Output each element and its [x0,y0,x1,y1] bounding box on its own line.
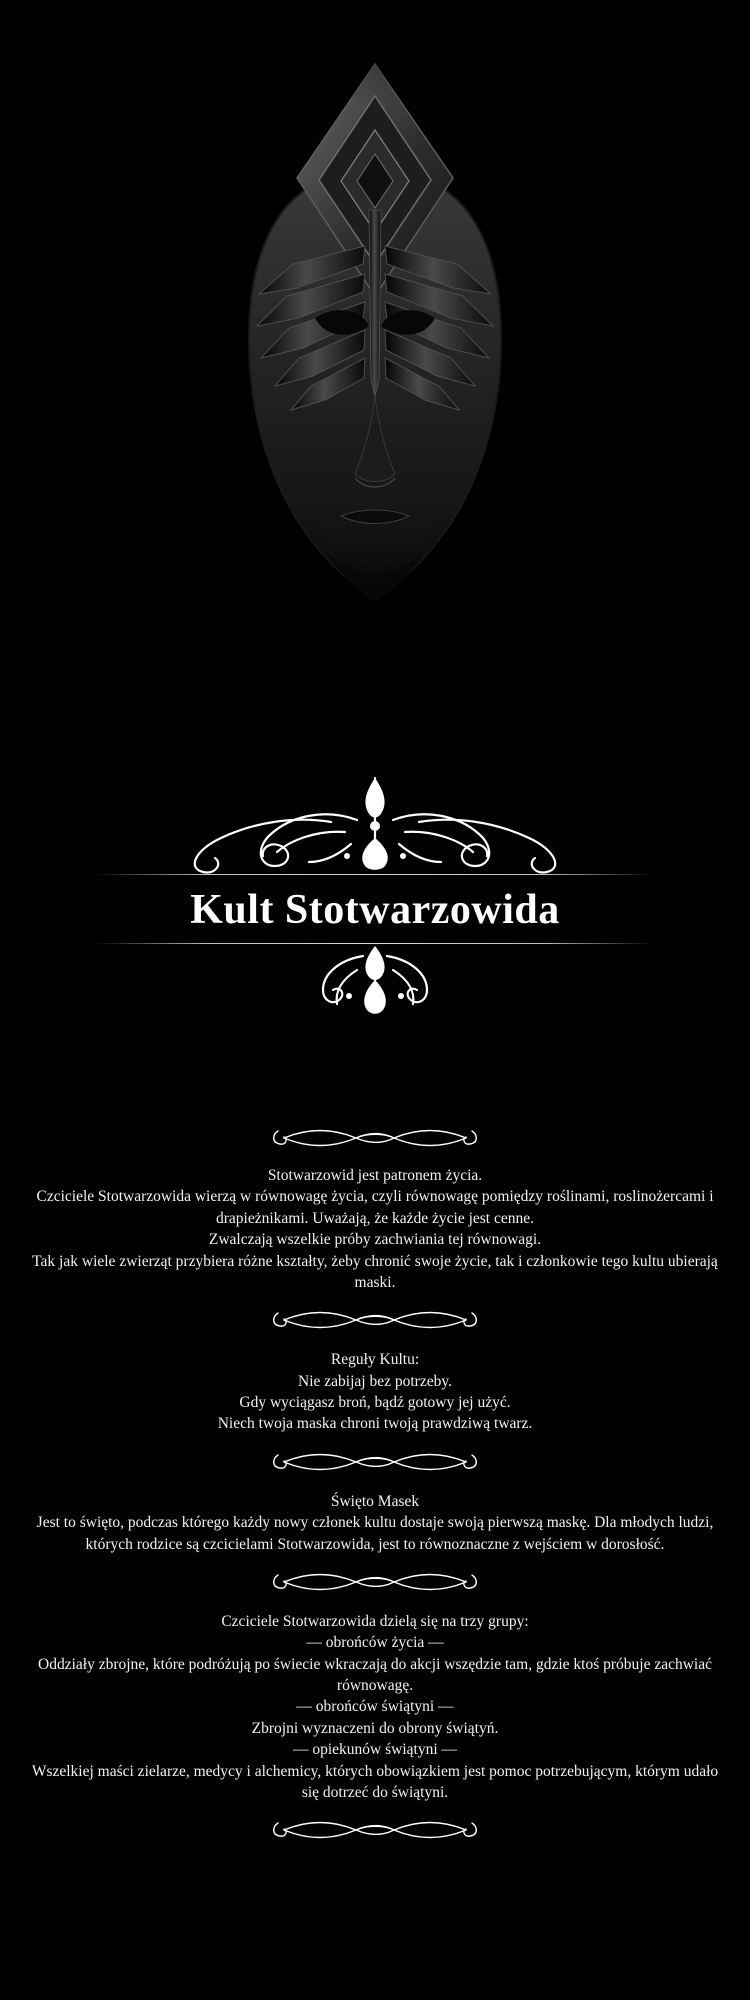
section-feast [0,1477,750,1559]
section-patron-line-0: Stotwarzowid jest patronem życia. [267,1167,483,1184]
section-feast-line-0: Święto Masek [330,1492,420,1510]
ornamental-flourish-top [95,760,655,880]
section-rules-line-1: Nie zabijaj bez potrzeby. [298,1372,452,1390]
section-rules-line-0: Reguły Kultu: [330,1351,420,1369]
section-rules-line-3: Niech twoja maska chroni twoją prawdziwą twarz. [217,1415,533,1433]
section-groups-line-1: — obrońców życia — [306,1634,444,1652]
page-title: Kult Stotwarzowida [190,887,560,933]
ornamental-divider [270,1449,480,1475]
document-body [0,1125,750,1845]
title-rule-bottom [95,943,655,944]
title-rules [0,874,750,944]
section-rules-line-2: Gdy wyciągasz broń, bądź gotowy jej użyć. [239,1394,511,1411]
section-groups-line-6: Wszelkiej maści zielarze, medycy i alchemicy, których obowiązkiem jest pomoc potrzebującym, którym udało się dotrzeć do świątyni. [31,1762,719,1801]
section-rules [0,1335,750,1439]
title-block [0,760,750,1016]
ornamental-divider [270,1307,480,1333]
section-groups-line-5: — opiekunów świątyni — [292,1741,458,1759]
section-patron-line-2: Zwalczają wszelkie próby zachwiania tej równowagi. [208,1231,542,1249]
section-feast-line-1: Jest to święto, podczas którego każdy nowy członek kultu dostaje swoją pierwszą maskę. Dla młodych ludzi, których rodzice są czcicielami Stotwarzowida, jest to równoznaczne z wejściem w dorosłość. [36,1514,714,1553]
divider-wrap-5 [0,1807,750,1845]
ornamental-divider [270,1125,480,1151]
divider-wrap-2 [0,1297,750,1335]
divider-wrap-4 [0,1559,750,1597]
section-groups-line-2: Oddziały zbrojne, które podróżują po świecie wkraczają do akcji wszędzie tam, gdzie ktoś próbuje zachwiać równowagę. [38,1655,712,1694]
section-patron [0,1151,750,1297]
section-groups-line-3: — obrońców świątyni — [296,1698,454,1716]
ornamental-divider [270,1569,480,1595]
ornamental-mask-illustration [0,40,750,660]
section-patron-line-1: Czciciele Stotwarzowida wierzą w równowagę życia, czyli równowagę pomiędzy roślinami, roslinożercami i drapieżnikami. Uważają, że każde życie jest cenne. [36,1188,714,1227]
section-groups-line-4: Zbrojni wyznaczeni do obrony świątyń. [251,1719,499,1737]
section-groups [0,1597,750,1807]
ornamental-divider [270,1817,480,1843]
section-groups-line-0: Czciciele Stotwarzowida dzielą się na trzy grupy: [221,1612,529,1630]
section-patron-line-3: Tak jak wiele zwierząt przybiera różne kształty, żeby chronić swoje życie, tak i członkowie tego kultu ubierają maski. [32,1252,718,1291]
ornamental-flourish-bottom [95,946,655,1016]
divider-wrap-3 [0,1439,750,1477]
